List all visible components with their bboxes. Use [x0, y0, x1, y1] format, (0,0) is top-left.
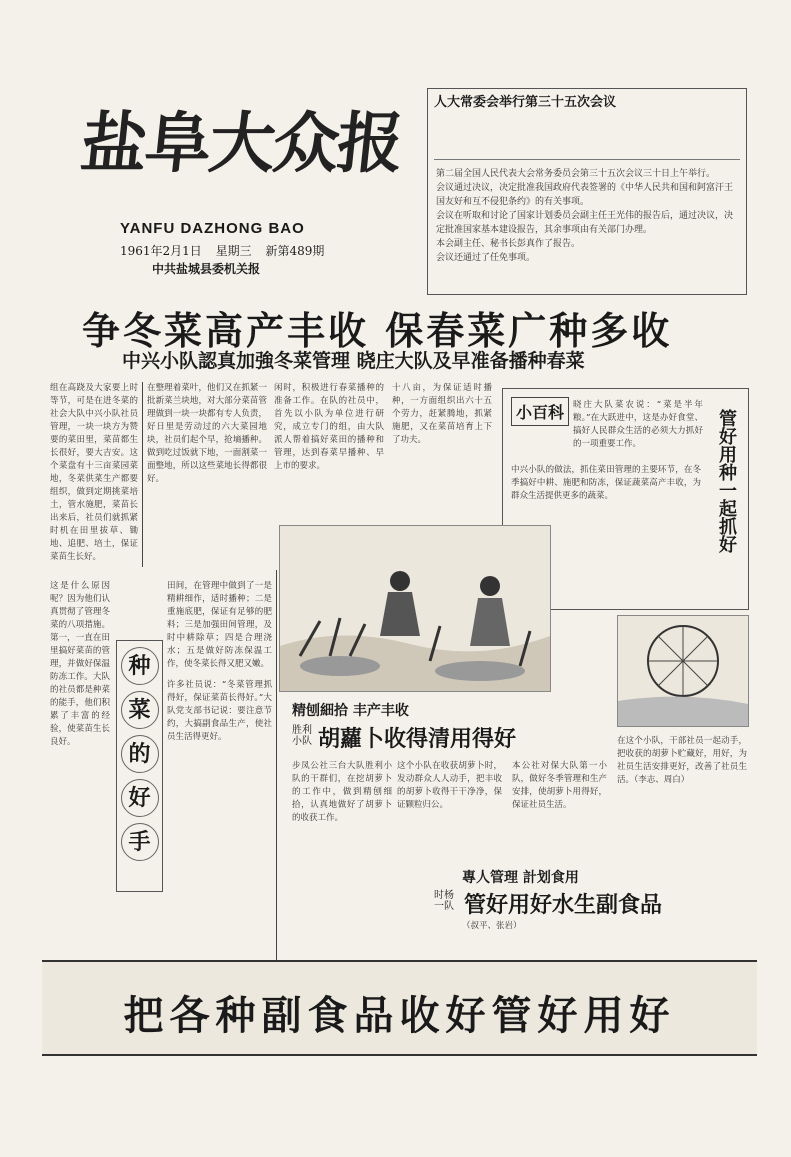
article3-top-headline: 專人管理 計划食用 — [462, 870, 579, 886]
meeting-news-box — [427, 88, 747, 295]
xiaobaike-vertical-title: 管好用种一起抓好 — [716, 409, 737, 553]
publisher-line: 中共盐城县委机关报 — [152, 262, 261, 276]
masthead-title: 盐阜大众报 — [77, 104, 406, 182]
zhongcai-vertical-heading — [116, 640, 163, 892]
right-lower-column: 本公社对保大队第一小队，做好冬季管理和生产安排，使胡萝卜用得好，保证社员生活。 — [512, 761, 607, 810]
column-divider — [142, 382, 143, 567]
main-headline: 争冬菜高产丰收 保春菜广种多收 — [82, 308, 673, 353]
illustration-svg — [280, 526, 550, 691]
meeting-paragraph: 会议在听取和讨论了国家计划委员会副主任王光伟的报告后，通过决议，决定批准国家基本建设报告，其余事项由有关部门办理。 — [436, 211, 734, 235]
zhongcai-char: 手 — [121, 823, 159, 861]
lower-mid-paragraph: 田间，在管理中做到了一是精耕细作，适时播种；二是重施底肥，保证有足够的肥料；三是加强田间管理，及时中耕除草；四是合理浇水；五是做好防冻保温工作，使冬菜长得又肥又嫩。 — [167, 581, 272, 669]
lower-mid-paragraph: 许多社员说：“冬菜管理抓得好，保证菜苗长得好。”大队党支部书记说：要注意节约，大搞副食品生产，使社员生活得更好。 — [167, 680, 272, 742]
zhongcai-char: 好 — [121, 779, 159, 817]
issue-number: 新第489期 — [265, 244, 325, 258]
banner-text: 把各种副食品收好管好用好 — [123, 992, 676, 1039]
issue-date: 1961年2月1日 — [120, 244, 202, 258]
bottom-banner — [42, 960, 757, 1056]
farm-workers-illustration — [279, 525, 551, 692]
xiaobaike-body: 中兴小队的做法，抓住菜田管理的主要环节，在冬季搞好中耕、施肥和防冻，保证蔬菜高产丰收，为群众生活提供更多的蔬菜。 — [511, 465, 701, 501]
xiaobaike-title: 小百科 — [511, 397, 569, 426]
lower-left-column: 这是什么原因呢？因为他们认真贯彻了管理冬菜的八项措施。第一，一直在田里搞好菜苗的管理，并做好保温防冻工作。大队的社员都是种菜的能手，他们积累了丰富的经验，使菜苗生长良好。 — [50, 581, 110, 747]
waterwheel-svg — [618, 616, 748, 726]
article3-small-headline: 时杨一队 — [434, 890, 454, 912]
article2-column-2: 这个小队在收获胡萝卜时，发动群众人人动手，把丰收的胡萝卜收得干干净净，保证颗粒归公。 — [397, 761, 502, 810]
newspaper-page — [42, 70, 757, 1100]
xiaobaike-intro: 晓庄大队菜农说：“菜是半年粮。”在大跃进中，这是办好食堂、搞好人民群众生活的必须大力抓好的一项重要工作。 — [573, 400, 703, 449]
meeting-body — [436, 167, 736, 265]
lower-mid-column — [167, 580, 272, 960]
zhongcai-char: 的 — [121, 735, 159, 773]
meeting-paragraph: 会议还通过了任免事项。 — [436, 253, 536, 263]
article2-main-headline: 胡蘿卜收得清用得好 — [318, 726, 517, 752]
zhongcai-char: 菜 — [121, 691, 159, 729]
meeting-paragraph: 会议通过决议，决定批准我国政府代表签署的《中华人民共和国和阿富汗王国友好和互不侵犯条约》的有关事项。 — [436, 183, 734, 207]
article3-main-headline: 管好用好水生副食品 — [464, 892, 663, 918]
meeting-heading: 人大常委会举行第三十五次会议 — [434, 95, 740, 160]
dateline — [120, 242, 324, 259]
meeting-paragraph: 第二届全国人民代表大会常务委员会第三十五次会议三十日上午举行。 — [436, 169, 716, 179]
sub-headline: 中兴小队認真加強冬菜管理 晓庄大队及早准备播种春菜 — [122, 350, 585, 372]
article2-small-headline: 胜利小队 — [292, 725, 312, 747]
right-bottom-column: 在这个小队，干部社员一起动手，把收获的胡萝卜贮藏好，用好，为社员生活安排更好，改善了社员生活。（李志、周白） — [617, 736, 747, 785]
issue-weekday: 星期三 — [215, 244, 252, 258]
article2-byline: （叔平、张岩） — [462, 921, 522, 931]
column-3: 闲时，积极进行春菜播种的准备工作。在队的社员中，首先以小队为单位进行研究，成立专门的组，由大队派人帮着搞好菜田的播种和管理，达到春菜早播种、早上市的要求。 — [274, 383, 384, 471]
column-1: 组在高跷及大家要上时等节，可是在进冬菜的社会大队中兴小队社员管理，一块一块方为赞要的菜田里，菜苗都生长很好，要大吉安。这个菜盘有十三亩菜园菜地，冬菜供菜生产都要组织，做到定期挑菜培土，管水施肥，菜苗长出来后，社员们就抓紧时机在田里拔草、锄地、追肥、培土，保证菜苗生长好。 — [50, 383, 138, 562]
article2-top-headline: 精刨細拾 丰产丰收 — [292, 703, 409, 719]
meeting-paragraph: 本会副主任、秘书长彭真作了报告。 — [436, 239, 581, 249]
masthead-pinyin: YANFU DAZHONG BAO — [120, 220, 305, 237]
column-divider — [276, 570, 277, 960]
column-2: 在整理着菜叶，他们又在抓紧一批新菜兰块地，对大部分菜苗管理做到一块一块都有专人负责，好日里是劳动过的六大菜园地块，社员们起个早，抢墒播种。做到吃过饭就下地，一面割菜一面整地，所以这些菜地长得都很好。 — [147, 383, 267, 484]
column-4: 十八亩，为保证适时播种，一方面组织出六十五个劳力，赶紧腾地，抓紧施肥，又在菜苗培育上下了功夫。 — [392, 383, 492, 445]
zhongcai-char: 种 — [121, 647, 159, 685]
waterwheel-illustration — [617, 615, 749, 727]
article2-column-1: 步凤公社三台大队胜利小队的干群们，在挖胡萝卜的工作中，做到精刨细拾，认真地做好了胡萝卜的收获工作。 — [292, 761, 392, 823]
